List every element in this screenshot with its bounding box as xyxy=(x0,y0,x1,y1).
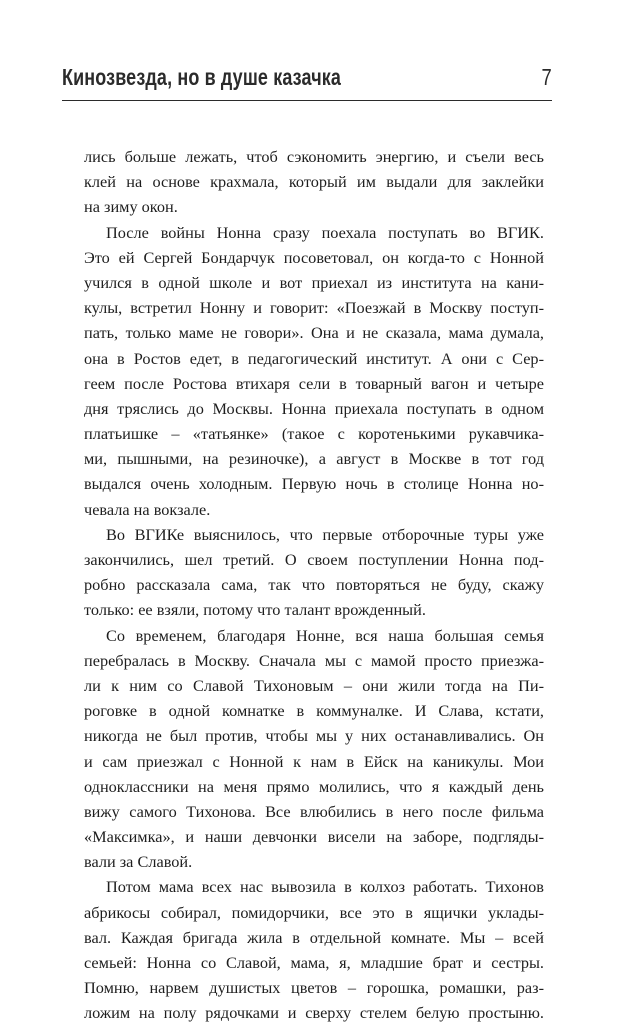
text-line: роговке в одной комнатке в коммуналке. И Слава, кстати, xyxy=(84,701,544,721)
text-line: кулы, встретил Нонну и говорит: «Поезжай в Москву поступ- xyxy=(84,298,544,318)
running-header xyxy=(62,60,552,100)
text-line: «Максимка», и наши девчонки висели на заборе, подгляды- xyxy=(84,827,544,847)
body-text xyxy=(84,144,544,1026)
text-line: вали за Славой. xyxy=(84,852,193,872)
text-line: абрикосы собирал, помидорчики, все это в ящички уклады- xyxy=(84,902,544,922)
text-line: лись больше лежать, чтоб сэкономить энергию, и съели весь xyxy=(84,147,544,166)
text-line: ли к ним со Славой Тихоновым – они жили тогда на Пи- xyxy=(84,675,544,695)
text-line: геем после Ростова втихаря сели в товарный вагон и четыре xyxy=(84,373,544,393)
text-line: пать, только маме не говори». Она и не сказала, мама думала, xyxy=(84,323,544,343)
text-line: Помню, нарвем душистых цветов – горошка, ромашки, раз- xyxy=(84,978,544,998)
text-line: одноклассники на меня прямо молились, что я каждый день xyxy=(84,776,544,796)
text-line: чевала на вокзале. xyxy=(84,499,211,519)
text-line: только: ее взяли, потому что талант врожденный. xyxy=(84,600,426,620)
text-line: платьишке – «татьянке» (такое с коротенькими рукавчика- xyxy=(84,424,544,444)
text-line: никогда не был против, чтобы мы у них останавливались. Он xyxy=(84,726,544,746)
text-line: Это ей Сергей Бондарчук посоветовал, он когда-то с Нонной xyxy=(84,247,544,267)
text-line: вижу самого Тихонова. Все влюбились в него после фильма xyxy=(84,801,544,821)
text-line: дня тряслись до Москвы. Нонна приехала поступать в одном xyxy=(84,398,544,418)
text-line: Во ВГИКе выяснилось, что первые отборочные туры уже xyxy=(106,524,544,544)
text-line: Со временем, благодаря Нонне, вся наша большая семья xyxy=(106,625,544,645)
text-line: робно рассказала сама, так что повторяться не буду, скажу xyxy=(84,575,544,595)
text-line: перебралась в Москву. Сначала мы с мамой просто приезжа- xyxy=(84,650,544,670)
text-line: ми, пышными, на резиночке), а август в Москве в тот год xyxy=(84,449,544,469)
text-line: закончились, шел третий. О своем поступлении Нонна под- xyxy=(84,550,544,569)
text-line: семьей: Нонна со Славой, мама, я, младшие брат и сестры. xyxy=(84,953,544,972)
header-divider xyxy=(62,100,552,101)
text-line: клей на основе крахмала, который им выдали для заклейки xyxy=(84,172,544,192)
text-line: Потом мама всех нас вывозила в колхоз работать. Тихонов xyxy=(106,877,544,897)
text-line: учился в одной школе и вот приехал из института на кани- xyxy=(84,272,544,292)
text-line: вал. Каждая бригада жила в отдельной комнате. Мы – всей xyxy=(84,927,544,947)
running-header-title: Кинозвезда, но в душе казачка xyxy=(62,64,342,90)
text-line: выдался очень холодным. Первую ночь в столице Нонна но- xyxy=(84,474,544,494)
text-line: она в Ростов едет, в педагогический институт. А они с Сер- xyxy=(84,348,544,368)
text-line: ложим на полу рядочками и сверху стелем белую простыню. xyxy=(84,1003,544,1023)
text-line: на зиму окон. xyxy=(84,197,178,217)
page-number: 7 xyxy=(541,64,552,90)
text-line: и сам приезжал с Нонной к нам в Ейск на каникулы. Мои xyxy=(84,751,544,771)
text-line: После войны Нонна сразу поехала поступать во ВГИК. xyxy=(106,222,544,242)
